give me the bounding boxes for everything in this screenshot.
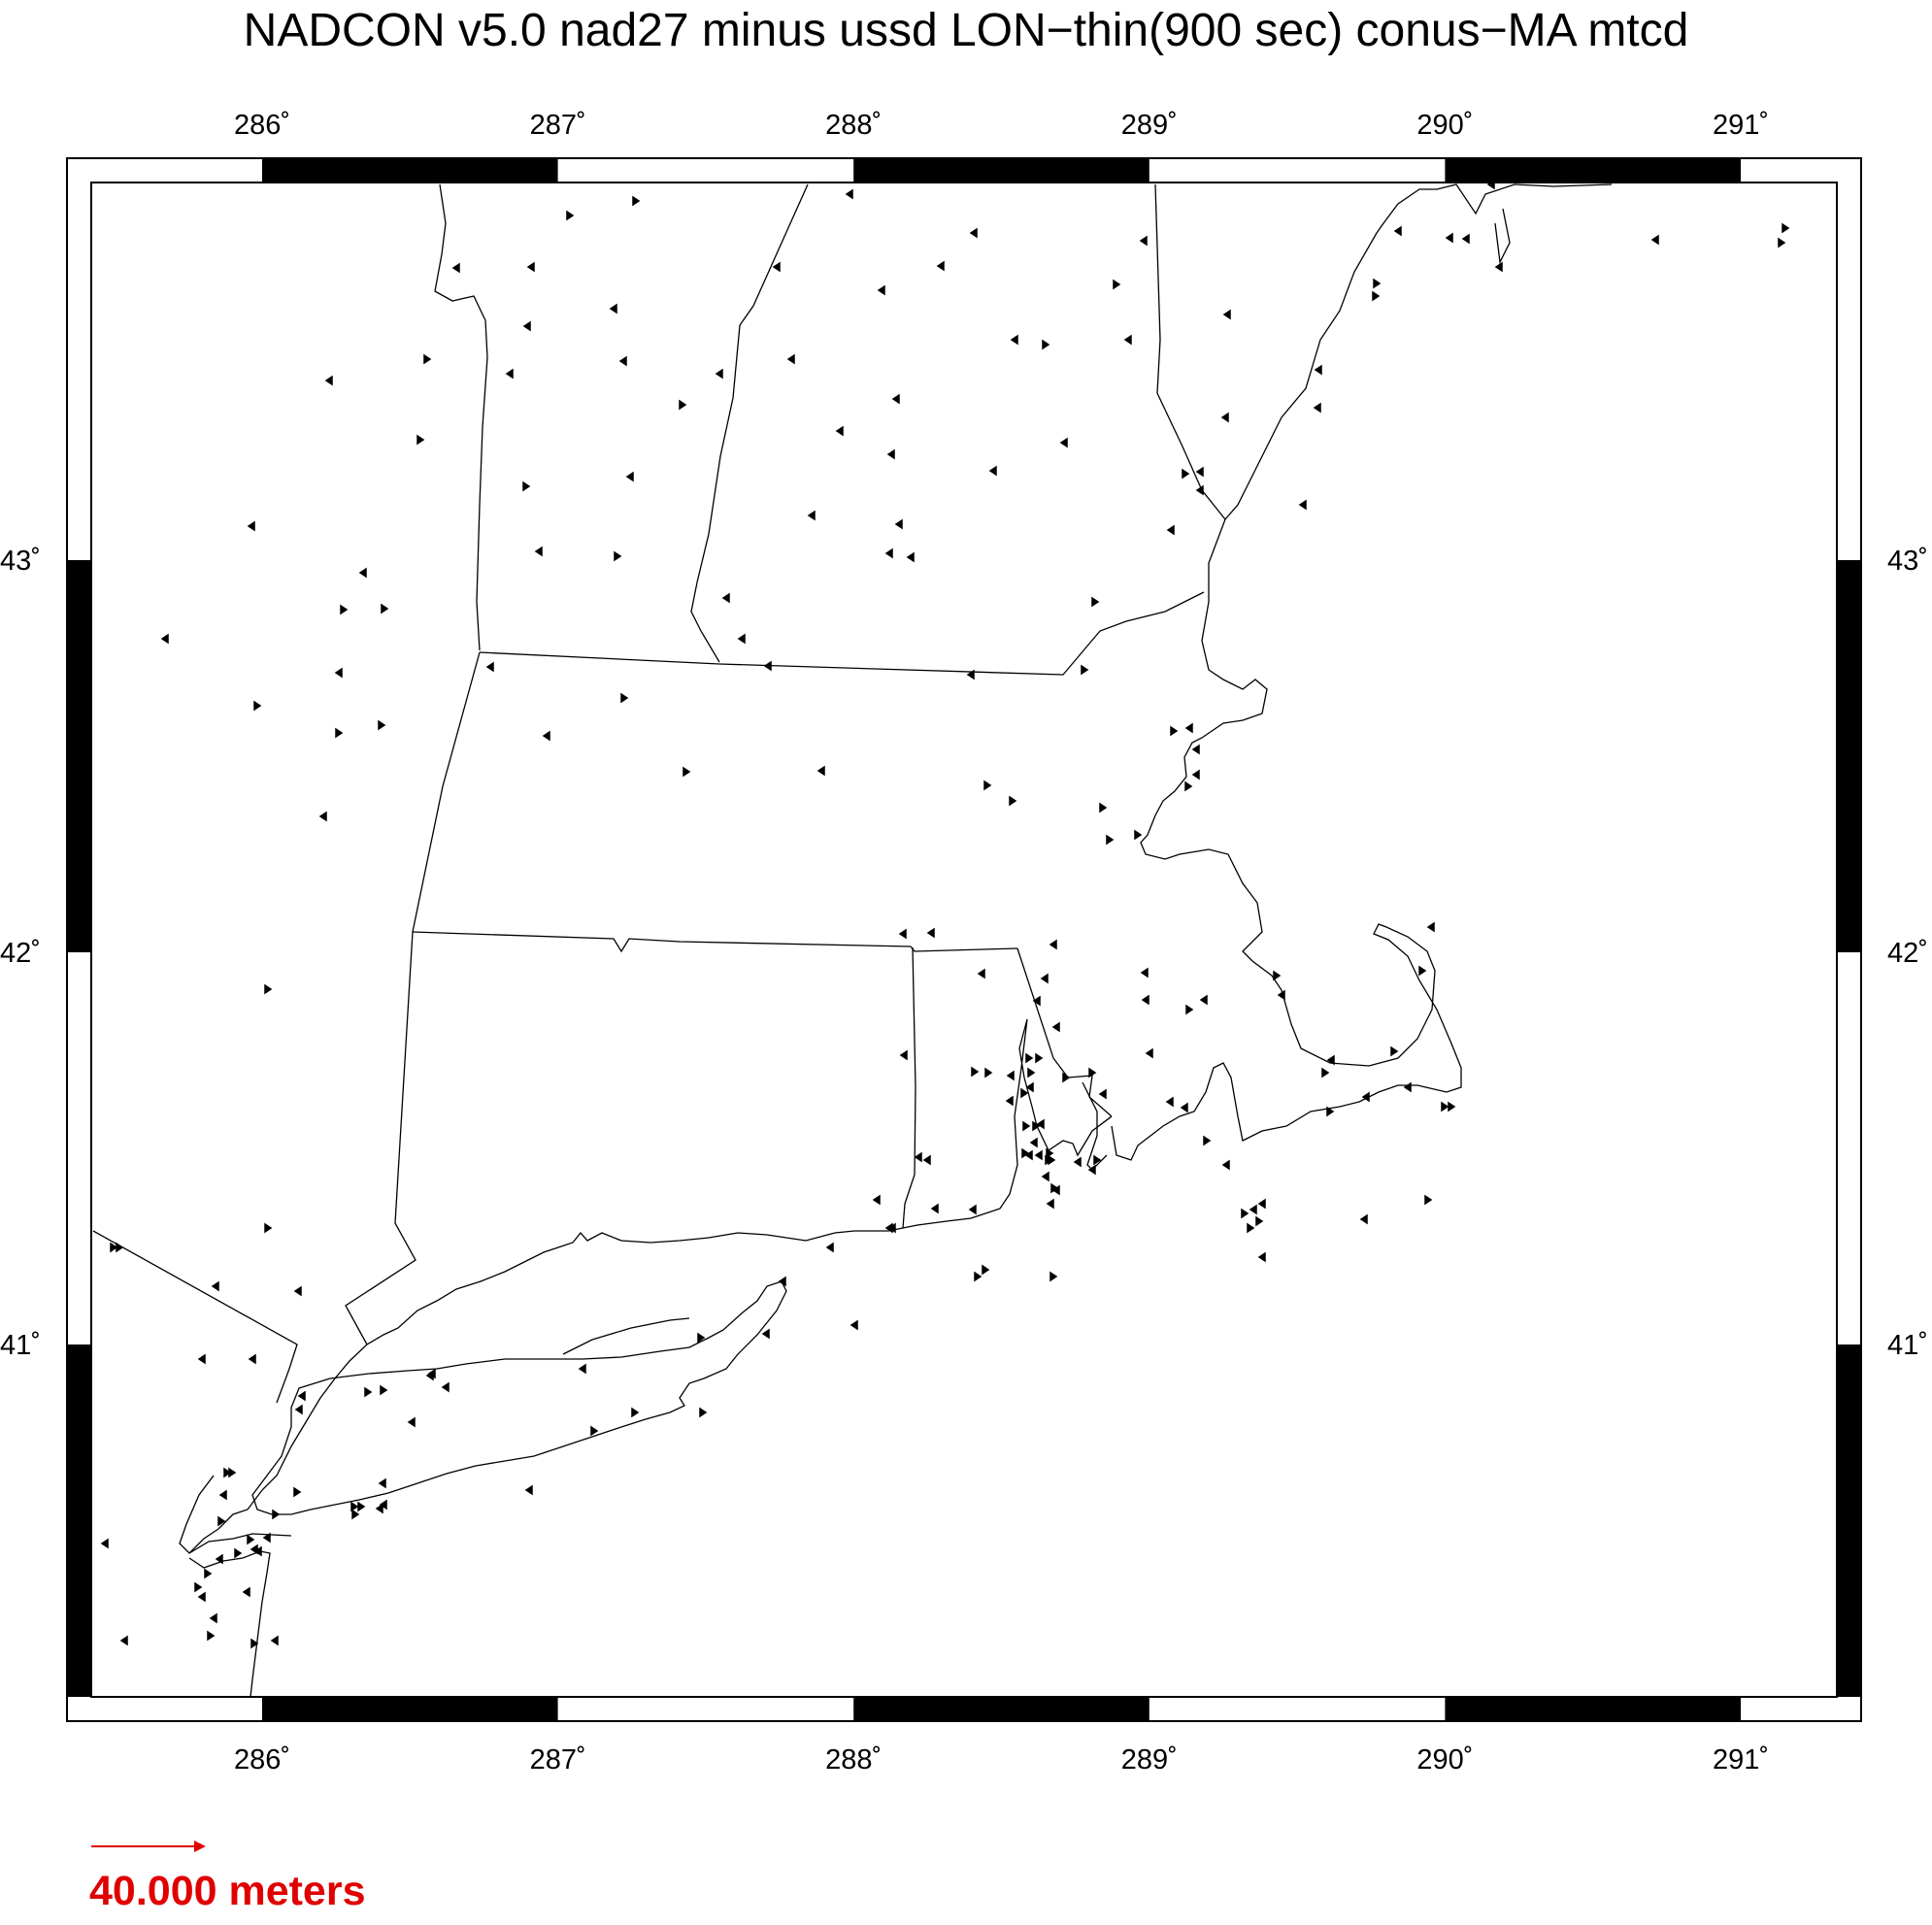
displacement-vector-head [975,1273,981,1280]
displacement-vector-head [1449,1103,1454,1111]
displacement-vector-head [1259,1253,1265,1261]
displacement-vector-head [627,473,633,481]
displacement-vector-head [248,1536,253,1543]
displacement-vector-head [896,520,902,528]
displacement-vector-head [1168,526,1174,534]
displacement-vector-head [296,1406,302,1413]
displacement-vector-head [700,1409,706,1416]
lon-tick-label: 288˚ [825,1744,883,1776]
displacement-vector-head [763,1330,769,1338]
frame-bar-bottom [853,1697,1149,1721]
displacement-vector-head [788,355,794,363]
displacement-vector-head [424,355,430,363]
displacement-vector-head [1374,280,1380,287]
lon-tick-label: 291˚ [1712,1744,1770,1776]
displacement-vector-head [199,1593,205,1601]
lat-tick-label: 43˚ [0,546,41,577]
displacement-vector-head [1050,941,1056,948]
displacement-vector-head [336,669,342,677]
frame-bar-left [67,560,91,952]
displacement-vector-head [901,1051,907,1059]
displacement-vector-head [1274,972,1280,979]
displacement-vector-head [1222,414,1228,421]
displacement-vector-head [1197,468,1203,476]
displacement-vector-head [265,985,271,993]
displacement-vector-head [1026,1054,1032,1062]
displacement-vector-head [544,732,550,740]
displacement-vector-head [1242,1210,1248,1217]
displacement-vector-head [827,1244,833,1251]
displacement-vector-head [273,1510,279,1518]
displacement-vector-head [1256,1217,1262,1225]
displacement-vector-head [1023,1122,1029,1130]
displacement-vector-head [851,1321,857,1329]
displacement-vector-head [351,1503,357,1510]
frame-bar-right [1837,560,1861,952]
displacement-vector-head [1135,831,1141,839]
displacement-vector-head [1125,336,1131,344]
displacement-vector-head [199,1355,205,1363]
displacement-vector-head [1185,782,1191,790]
map-title: NADCON v5.0 nad27 minus ussd LON−thin(900 sec) conus−MA mtcd [243,5,1689,56]
displacement-vector-head [1061,439,1067,447]
displacement-vector-head [409,1418,415,1426]
displacement-vector-head [1008,1072,1014,1079]
displacement-vector-head [1327,1108,1333,1115]
displacement-vector-head [580,1365,585,1373]
displacement-vector-head [523,482,529,490]
displacement-vector-head [1652,236,1658,244]
displacement-vector-head [526,1486,532,1494]
displacement-vector-head [680,401,685,409]
displacement-vector-head [220,1491,226,1499]
displacement-vector-head [1183,470,1188,478]
displacement-vector-head [121,1637,127,1644]
displacement-vector-head [621,694,627,702]
displacement-vector-head [381,1386,386,1394]
displacement-vector-head [765,662,771,670]
displacement-vector-head [213,1282,218,1290]
displacement-vector-head [847,190,852,198]
frame-bar-right [1837,1344,1861,1697]
displacement-vector-head [1034,997,1040,1005]
displacement-vector-head [1143,996,1149,1004]
displacement-vector-head [1186,724,1192,732]
displacement-vector-head [888,450,894,458]
displacement-vector-head [528,263,534,271]
displacement-vector-head [1043,1173,1049,1180]
displacement-vector-head [1107,836,1113,844]
displacement-vector-head [244,1588,250,1596]
displacement-vector-head [102,1540,108,1547]
displacement-vectors [102,181,1788,1647]
displacement-vector-head [265,1224,271,1232]
lon-tick-label: 288˚ [825,110,883,141]
displacement-vector-head [1496,263,1502,271]
displacement-vector-head [1373,292,1379,300]
displacement-vector-head [208,1632,214,1640]
displacement-vector-head [620,357,626,365]
displacement-vector-head [360,569,366,577]
lon-tick-label: 286˚ [233,1744,291,1776]
displacement-vector-head [774,263,780,271]
lon-tick-label: 290˚ [1416,1744,1474,1776]
frame-bar-bottom [1445,1697,1741,1721]
displacement-vector-head [1075,1158,1081,1166]
displacement-vector-head [1447,234,1452,242]
displacement-vector-head [217,1555,222,1563]
displacement-vector-head [1779,239,1784,247]
displacement-vector-head [1100,1090,1106,1098]
displacement-vector-head [1463,235,1469,243]
displacement-vector-head [990,467,996,475]
displacement-vector-head [1028,1069,1034,1077]
displacement-vector-head [893,395,899,403]
lon-tick-label: 290˚ [1416,110,1474,141]
displacement-vector-head [205,1570,211,1577]
lon-tick-label: 287˚ [529,110,586,141]
displacement-vector-head [272,1637,278,1644]
displacement-vector-head [818,767,824,775]
displacement-vector-head [249,522,254,530]
displacement-vector-head [908,553,914,561]
borders-and-coastline [93,184,1612,1697]
map-frame [67,158,1861,1721]
displacement-vector-head [254,702,260,710]
displacement-vector-head [453,264,459,272]
displacement-vector-head [1425,1196,1431,1204]
displacement-vector-head [1012,336,1017,344]
displacement-vector-head [615,552,620,560]
latitude-labels-left [0,546,41,1361]
displacement-vector-head [320,813,326,820]
displacement-vector-head [524,322,530,330]
longitude-labels-bottom [234,1744,1769,1776]
displacement-vector-head [417,436,423,444]
displacement-vector-head [352,1510,358,1518]
displacement-vector-head [938,262,944,270]
displacement-vector-head [1171,727,1177,735]
lon-tick-label: 289˚ [1120,110,1178,141]
displacement-vector-head [1186,1006,1192,1013]
displacement-vector-head [780,1278,785,1285]
displacement-vector-head [443,1383,449,1391]
displacement-vector-head [1361,1215,1367,1223]
displacement-vector-head [1010,797,1016,805]
lat-tick-label: 42˚ [0,938,41,969]
displacement-vector-head [809,512,815,519]
displacement-vector-head [1300,501,1306,509]
displacement-vector-head [984,781,990,789]
frame-bars [67,158,1861,1721]
displacement-vector-head [837,427,843,435]
frame-bar-top [1445,158,1741,183]
displacement-vector-head [874,1196,880,1204]
displacement-vector-head [633,197,639,205]
displacement-vector-head [162,635,168,643]
displacement-vector-head [299,1392,305,1400]
displacement-vector-head [971,229,977,237]
displacement-vector-head [379,721,384,729]
displacement-vector-head [1204,1137,1210,1145]
displacement-vector-head [1428,923,1434,931]
displacement-vector-head [632,1409,638,1416]
scale-label: 40.000 meters [89,1868,366,1914]
displacement-vector-head [111,1244,117,1251]
displacement-vector-head [1442,1103,1448,1111]
displacement-vector-head [928,929,934,937]
displacement-vector-head [1250,1206,1256,1213]
displacement-vector-head [1201,996,1207,1004]
displacement-vector-head [1259,1200,1265,1208]
displacement-vector-head [1248,1224,1253,1232]
displacement-vector-head [1050,1273,1056,1280]
displacement-vector-head [365,1388,371,1396]
displacement-vector-head [1197,486,1203,494]
displacement-vector-head [358,1503,364,1510]
displacement-vector-head [536,548,542,555]
displacement-vector-head [507,370,513,378]
displacement-vector-head [979,970,984,978]
displacement-vector-head [250,1355,255,1363]
displacement-vector-head [336,729,342,737]
lat-tick-label: 42˚ [1887,938,1928,969]
displacement-vector-head [341,606,347,614]
frame-bar-top [853,158,1149,183]
displacement-vector-head [380,1479,385,1487]
lon-tick-label: 289˚ [1120,1744,1178,1776]
frame-bar-left [67,1344,91,1697]
displacement-vector-head [932,1205,938,1212]
displacement-vector-head [1395,227,1401,235]
displacement-vector-head [1049,1156,1054,1164]
displacement-vector-head [1167,1098,1173,1106]
displacement-vector-head [295,1287,301,1295]
displacement-vector-head [1224,311,1230,318]
displacement-vector-head [1147,1049,1152,1057]
displacement-vector-head [1053,1023,1059,1031]
displacement-vector-head [1322,1069,1328,1077]
displacement-vector-head [1193,746,1199,753]
displacement-vector-head [1036,1054,1042,1062]
lat-tick-label: 41˚ [0,1330,41,1361]
displacement-vector-head [1042,975,1048,982]
displacement-vector-head [1315,404,1320,412]
displacement-vector-head [1100,804,1106,812]
displacement-vector-head [985,1069,991,1077]
displacement-vector-head [591,1427,597,1435]
displacement-vector-head [972,1068,978,1076]
displacement-vector-head [739,635,745,643]
displacement-vector-head [1193,771,1199,779]
displacement-vector-head [1182,1104,1187,1112]
displacement-vector-head [294,1488,300,1496]
latitude-labels-right [1887,546,1928,1361]
displacement-vector-head [1063,1074,1069,1081]
longitude-labels-top [234,110,1769,141]
displacement-vector-head [1391,1047,1397,1055]
displacement-vector-head [235,1549,241,1557]
displacement-vector-head [1007,1097,1013,1105]
displacement-vector-head [1419,967,1425,975]
lat-tick-label: 41˚ [1887,1330,1928,1361]
displacement-vector-head [900,930,906,938]
displacement-vector-head [970,1206,976,1213]
displacement-vector-head [487,663,493,671]
displacement-vector-head [683,768,689,776]
displacement-vector-head [916,1153,921,1161]
displacement-vector-head [723,594,729,602]
displacement-vector-head [1223,1161,1229,1169]
displacement-vector-head [1036,1151,1042,1159]
displacement-vector-head [1089,1069,1095,1077]
displacement-vector-head [195,1583,201,1591]
lon-tick-label: 287˚ [529,1744,586,1776]
displacement-vector-head [1082,666,1087,674]
frame-bar-bottom [262,1697,558,1721]
displacement-vector-head [567,212,573,219]
displacement-vector-head [716,370,722,378]
lon-tick-label: 291˚ [1712,110,1770,141]
displacement-vector-head [1316,366,1321,374]
displacement-vector-head [326,377,332,384]
displacement-vector-head [1043,341,1049,348]
displacement-vector-head [879,286,884,294]
lat-tick-label: 43˚ [1887,546,1928,577]
displacement-vector-head [1405,1083,1411,1091]
displacement-vector-head [1092,598,1098,606]
scale-arrow [91,1841,206,1852]
displacement-vector-head [1782,224,1788,232]
displacement-vector-head [924,1156,930,1164]
displacement-vector-head [1279,991,1284,999]
displacement-vector-head [1021,1089,1027,1097]
displacement-vector-head [1114,281,1119,288]
displacement-vector-head [211,1614,217,1622]
lon-tick-label: 286˚ [233,110,291,141]
frame-bar-top [262,158,558,183]
displacement-vector-head [1141,237,1147,245]
displacement-vector-head [611,305,616,313]
displacement-vector-head [1031,1139,1037,1146]
displacement-vector-head [1048,1200,1053,1208]
displacement-vector-head [382,605,387,613]
displacement-vector-head [983,1266,988,1274]
displacement-vector-head [1142,969,1148,977]
displacement-vector-head [886,549,892,557]
